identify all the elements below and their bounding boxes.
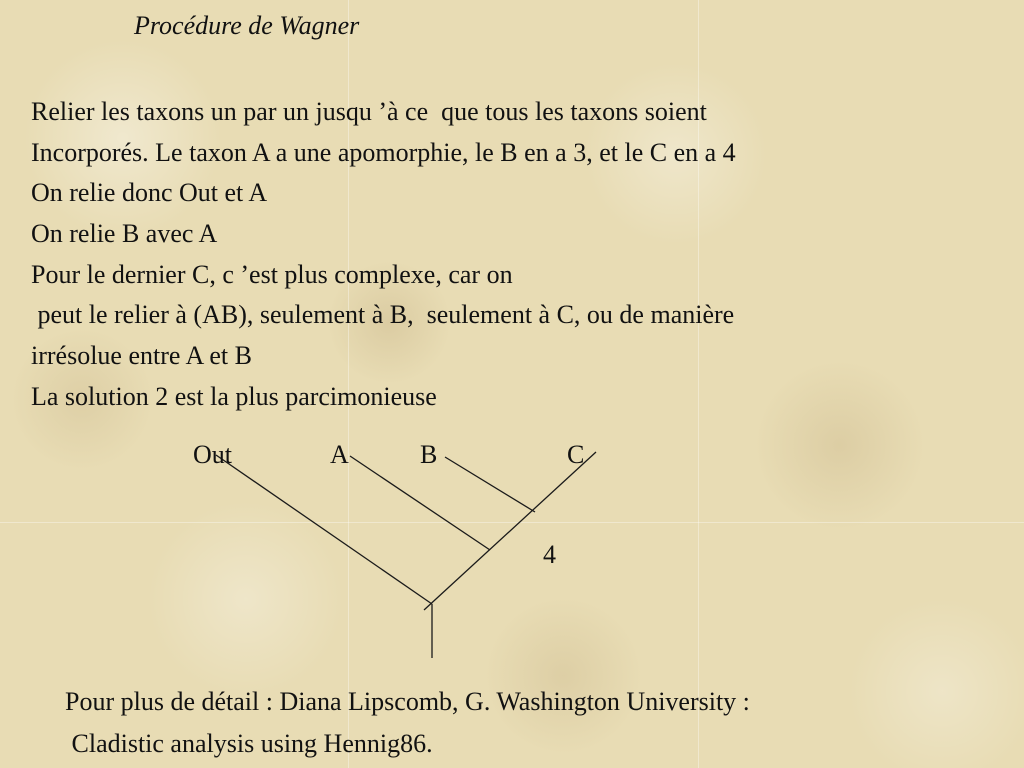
- branch-c-backbone: [424, 452, 596, 610]
- reference-line: Pour plus de détail : Diana Lipscomb, G. Washington University :: [65, 687, 750, 716]
- body-line: Relier les taxons un par un jusqu ’à ce que tous les taxons soient: [31, 97, 707, 126]
- body-line: peut le relier à (AB), seulement à B, seulement à C, ou de manière: [31, 300, 735, 330]
- reference-note: [65, 681, 750, 765]
- taxon-label-a: A: [330, 440, 349, 469]
- step-count-label: 4: [543, 540, 556, 569]
- branch-a: [350, 456, 490, 550]
- taxon-label-c: C: [567, 440, 585, 469]
- taxon-label-b: B: [420, 440, 438, 469]
- body-line: Incorporés. Le taxon A a une apomorphie, le B en a 3, et le C en a 4: [31, 137, 736, 167]
- branch-out: [216, 455, 432, 604]
- body-line: On relie B avec A: [31, 219, 218, 249]
- reference-line: Cladistic analysis using Hennig86.: [65, 729, 433, 758]
- body-line: irrésolue entre A et B: [31, 341, 252, 371]
- branch-b: [445, 457, 535, 512]
- slide-title: Procédure de Wagner: [134, 11, 360, 40]
- body-line: On relie donc Out et A: [31, 178, 268, 208]
- body-line: La solution 2 est la plus parcimonieuse: [31, 381, 437, 411]
- body-line: Pour le dernier C, c ’est plus complexe, car on: [31, 259, 513, 289]
- taxon-label-out: Out: [193, 440, 232, 469]
